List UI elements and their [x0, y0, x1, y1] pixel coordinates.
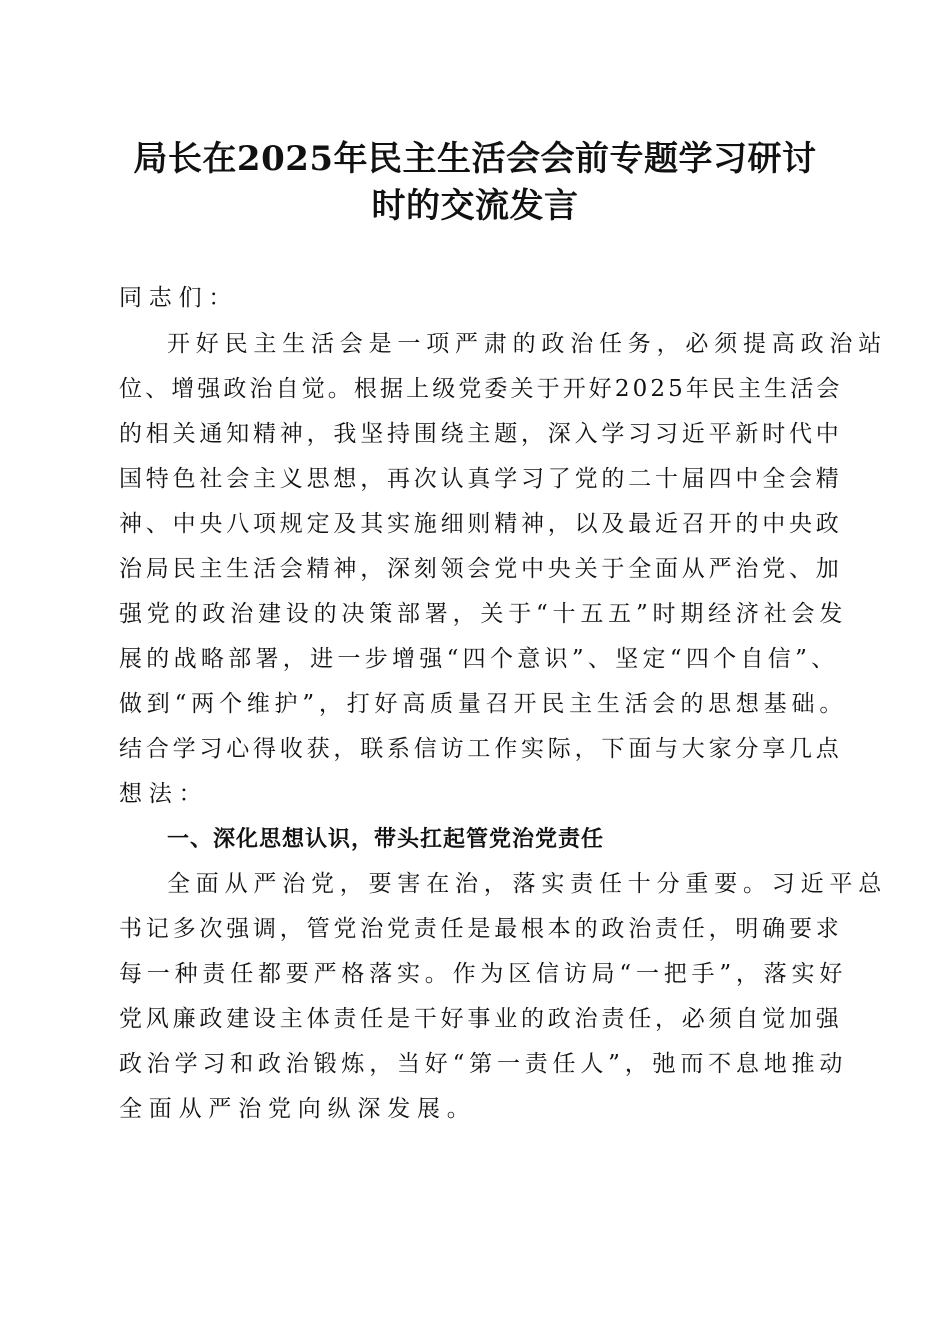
paragraph2-line-6: 全面从严治党向纵深发展。 [119, 1096, 477, 1122]
paragraph1-line-2: 位、增强政治自觉。根据上级党委关于开好2025年民主生活会 [119, 376, 843, 402]
paragraph1-line-8: 展的战略部署，进一步增强“四个意识”、坚定“四个自信”、 [119, 646, 839, 672]
paragraph1-line-9: 做到“两个维护”，打好高质量召开民主生活会的思想基础。 [119, 691, 848, 717]
paragraph2-line-4: 党风廉政建设主体责任是干好事业的政治责任，必须自觉加强 [119, 1006, 843, 1032]
paragraph1-line-7: 强党的政治建设的决策部署，关于“十五五”时期经济社会发 [119, 601, 848, 627]
salutation: 同志们： [119, 285, 239, 311]
paragraph1-line-1: 开好民主生活会是一项严肃的政治任务，必须提高政治站 [167, 331, 887, 357]
paragraph2-line-1: 全面从严治党，要害在治，落实责任十分重要。习近平总 [167, 871, 887, 897]
paragraph1-line-3: 的相关通知精神，我坚持围绕主题，深入学习习近平新时代中 [119, 421, 843, 447]
paragraph1-line-10: 结合学习心得收获，联系信访工作实际，下面与大家分享几点 [119, 736, 843, 762]
document-title-line-1: 局长在2025年民主生活会会前专题学习研讨 [133, 139, 817, 179]
paragraph1-line-4: 国特色社会主义思想，再次认真学习了党的二十届四中全会精 [119, 466, 843, 492]
document-title-line-2: 时的交流发言 [371, 186, 579, 226]
paragraph2-line-3: 每一种责任都要严格落实。作为区信访局“一把手”，落实好 [119, 961, 848, 987]
paragraph1-line-5: 神、中央八项规定及其实施细则精神，以及最近召开的中央政 [119, 511, 843, 537]
paragraph2-line-2: 书记多次强调，管党治党责任是最根本的政治责任，明确要求 [119, 916, 843, 942]
paragraph1-line-11: 想法： [119, 781, 209, 807]
paragraph2-line-5: 政治学习和政治锻炼，当好“第一责任人”，弛而不息地推动 [119, 1051, 848, 1077]
paragraph1-line-6: 治局民主生活会精神，深刻领会党中央关于全面从严治党、加 [119, 556, 843, 582]
section1-heading: 一、深化思想认识，带头扛起管党治党责任 [167, 827, 605, 852]
